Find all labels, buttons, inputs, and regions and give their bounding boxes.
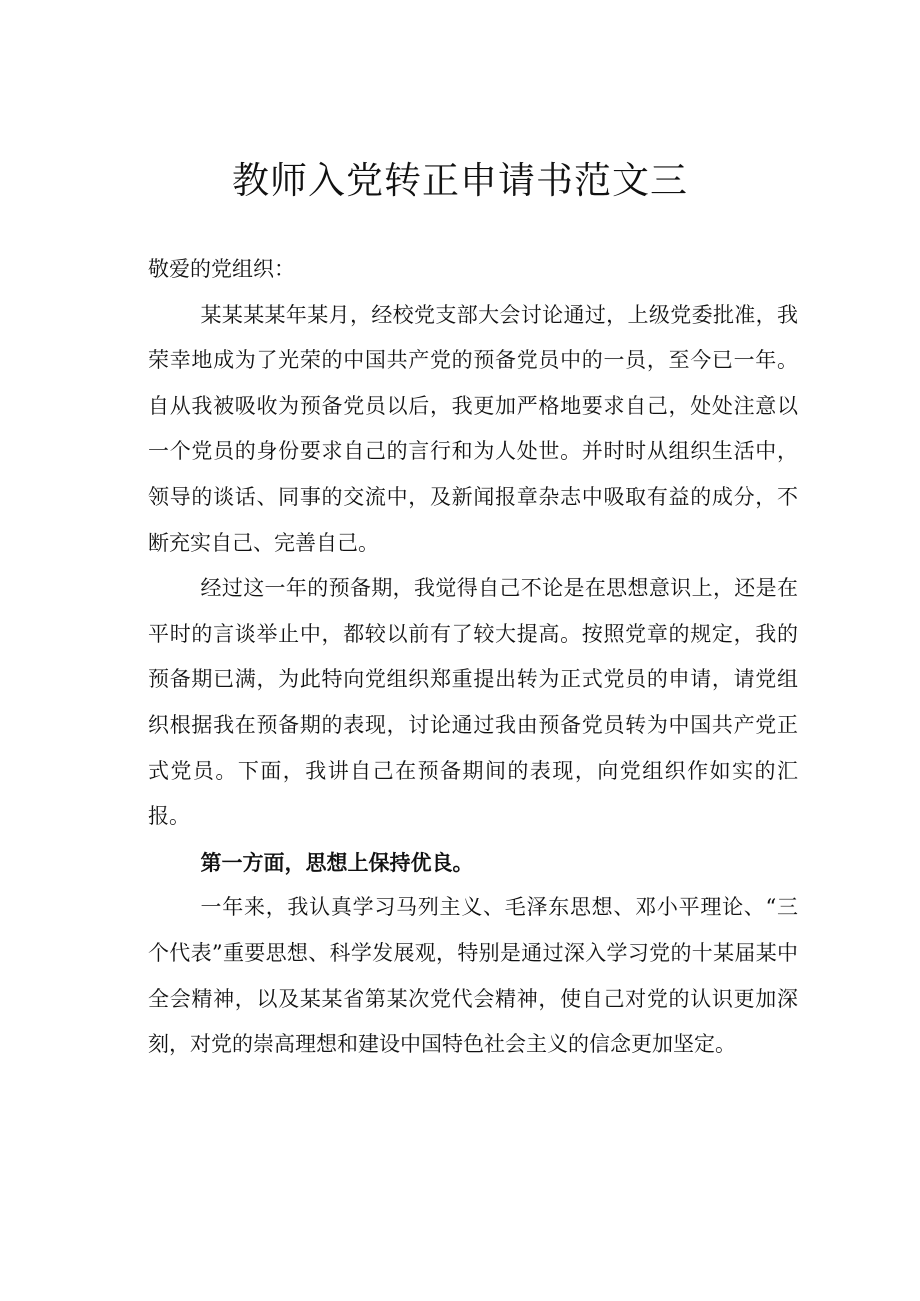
paragraph-1: 某某某某年某月，经校党支部大会讨论通过，上级党委批准，我荣幸地成为了光荣的中国共产党的预备党员中的一员，至今已一年。自从我被吸收为预备党员以后，我更加严格地要求自己，处处注意以一个党员的身份要求自己的言行和为人处世。并时时从组织生活中，领导的谈话、同事的交流中，及新闻报章杂志中吸取有益的成分，不断充实自己、完善自己。 xyxy=(148,302,798,555)
section-heading: 第一方面，思想上保持优良。 xyxy=(200,849,474,875)
salutation: 敬爱的党组织： xyxy=(148,257,295,281)
paragraph-2: 经过这一年的预备期，我觉得自己不论是在思想意识上，还是在平时的言谈举止中，都较以前有了较大提高。按照党章的规定，我的预备期已满，为此特向党组织郑重提出转为正式党员的申请，请党组织根据我在预备期的表现，讨论通过我由预备党员转为中国共产党正式党员。下面，我讲自己在预备期间的表现，向党组织作如实的汇报。 xyxy=(148,576,798,829)
section-paragraph: 一年来，我认真学习马列主义、毛泽东思想、邓小平理论、“三个代表”重要思想、科学发展观，特别是通过深入学习党的十某届某中全会精神，以及某某省第某次党代会精神，使自己对党的认识更加深刻，对党的崇高理想和建设中国特色社会主义的信念更加坚定。 xyxy=(148,895,798,1057)
document-body xyxy=(148,247,798,1068)
document-title: 教师入党转正申请书范文三 xyxy=(232,159,688,202)
